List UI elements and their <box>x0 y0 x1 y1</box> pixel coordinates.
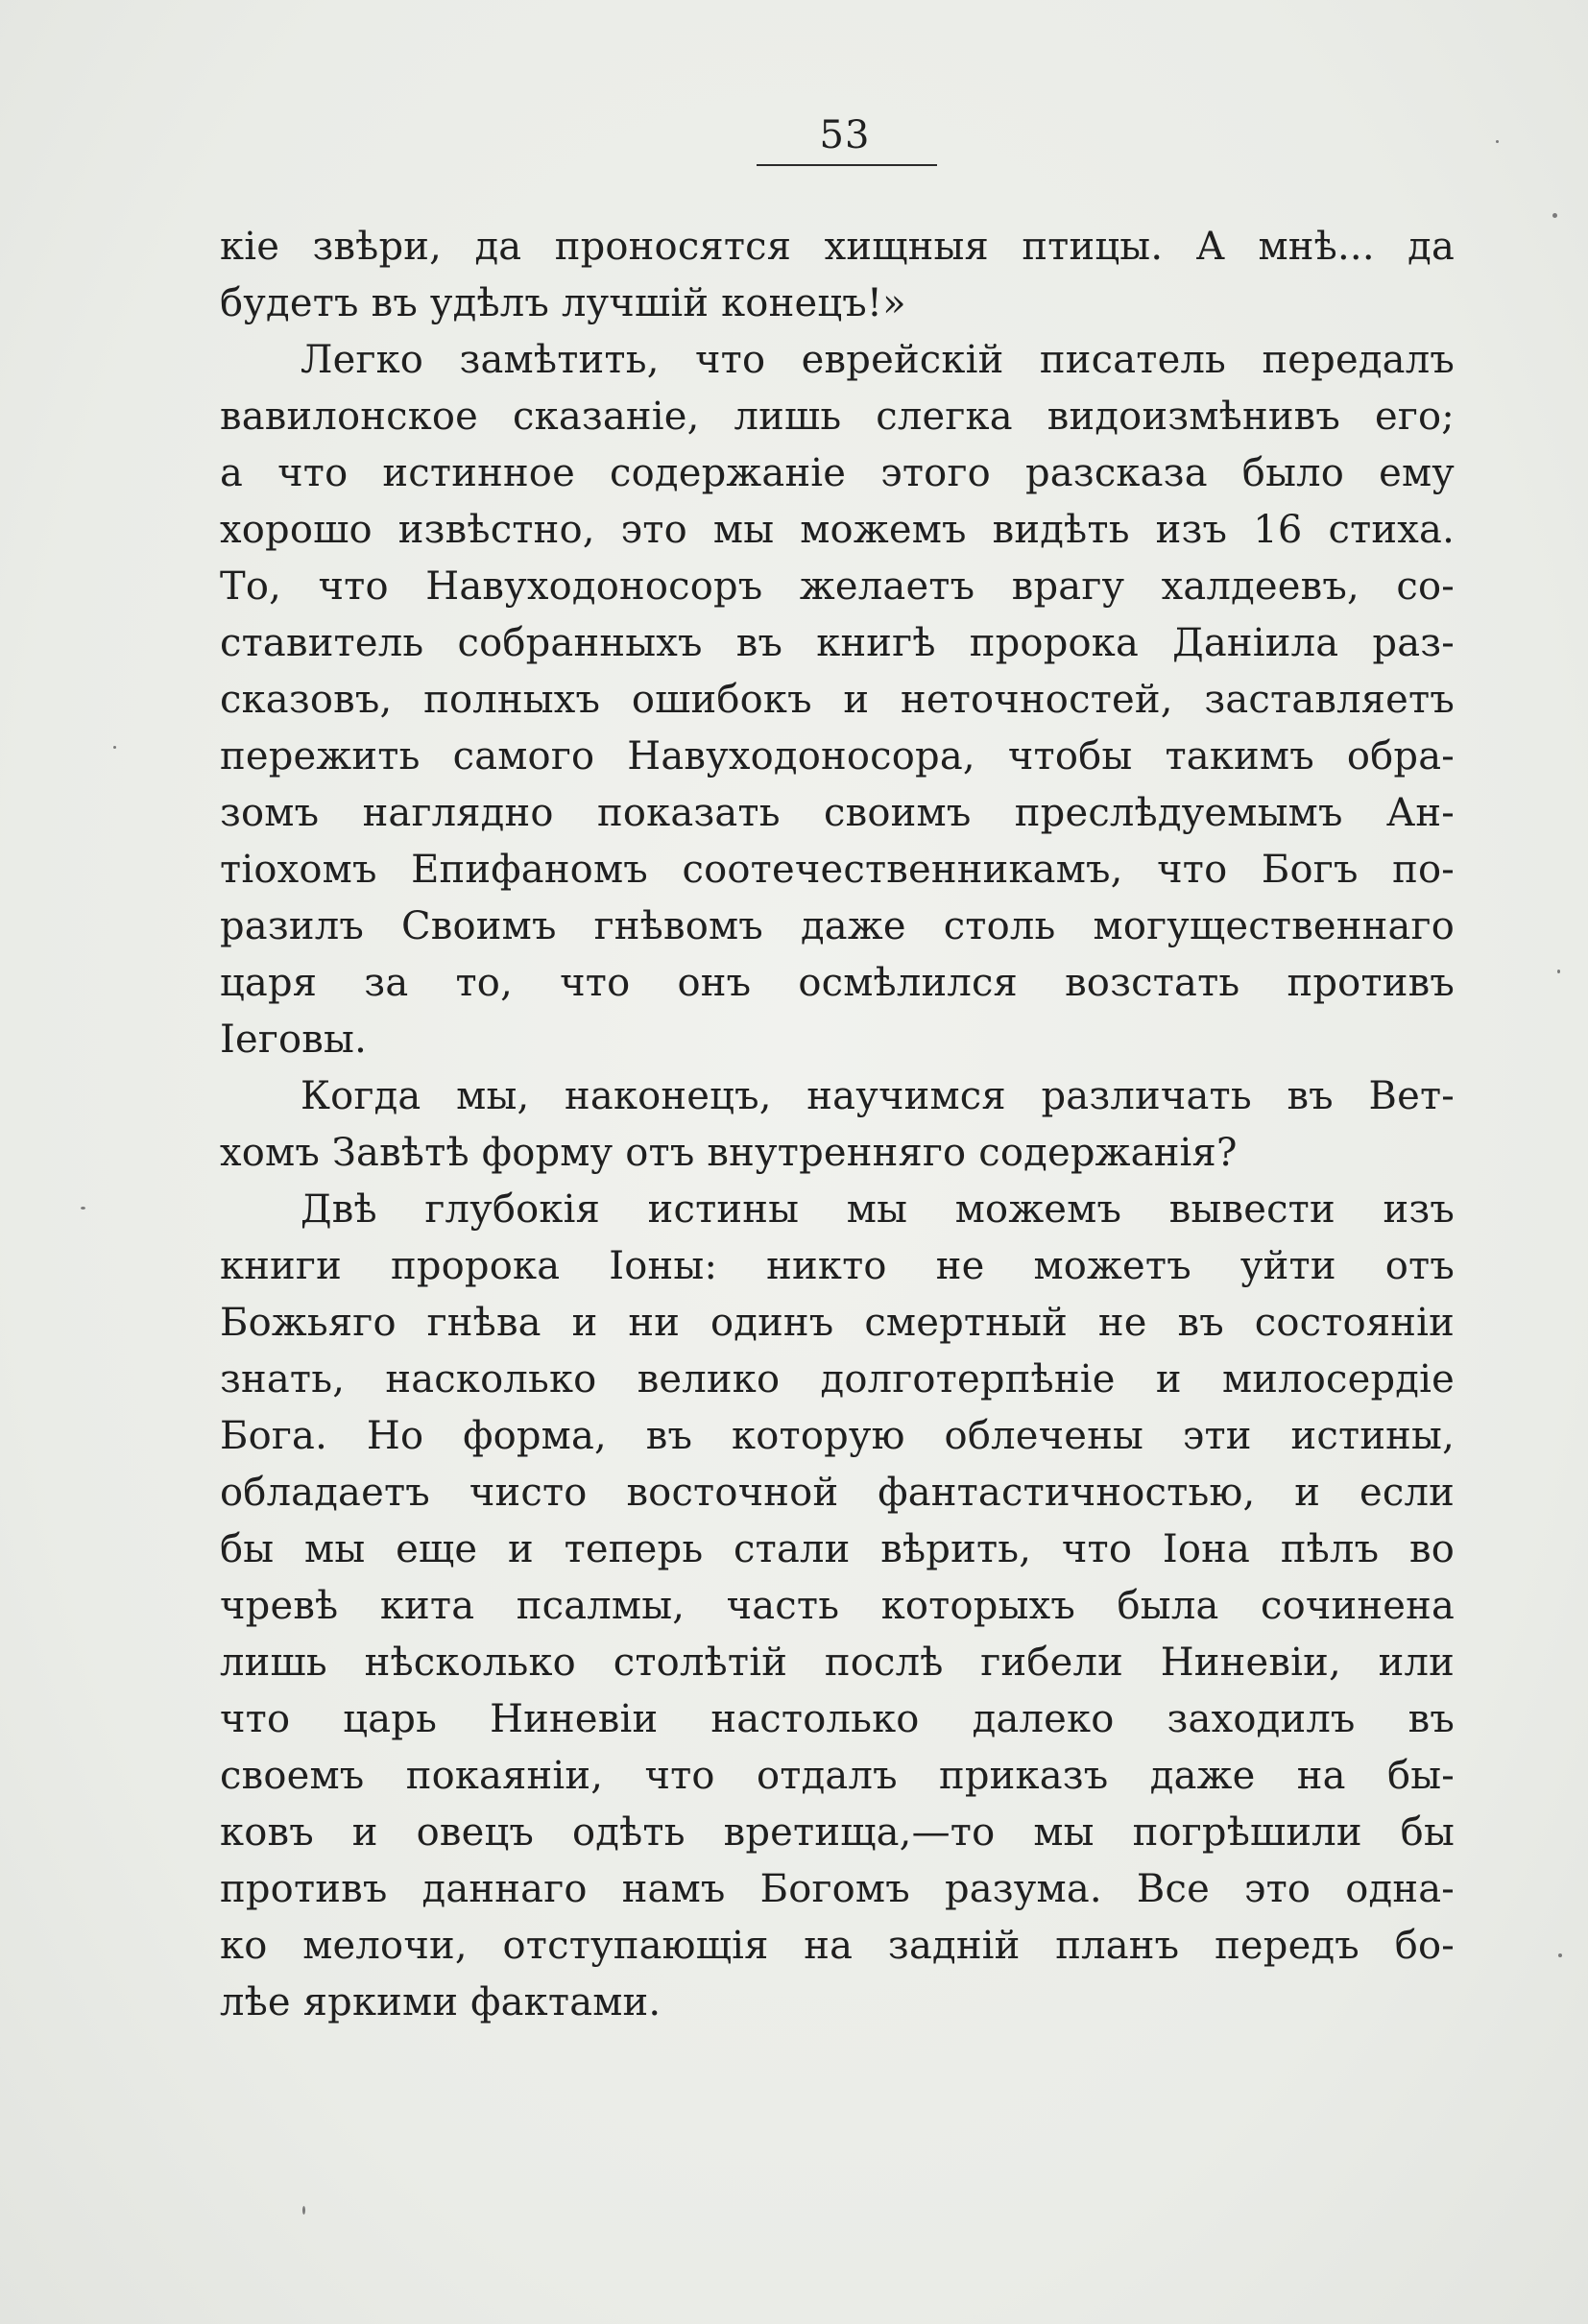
scan-speck <box>1558 1953 1562 1957</box>
text-line: разилъ Своимъ гнѣвомъ даже столь могущественнаго <box>220 904 1455 948</box>
text-line: То, что Навуходоносоръ желаетъ врагу халдеевъ, со- <box>220 564 1455 609</box>
scan-speck <box>1496 140 1499 143</box>
body-text <box>220 219 1455 2031</box>
text-line: знать, насколько велико долготерпѣніе и милосердіе <box>220 1357 1455 1402</box>
scan-speck <box>302 2206 305 2215</box>
text-line: кіе звѣри, да проносятся хищныя птицы. А мнѣ... да <box>220 225 1455 269</box>
text-line: что царь Ниневіи настолько далеко заходилъ въ <box>220 1697 1455 1741</box>
text-line: противъ даннаго намъ Богомъ разума. Все это одна- <box>220 1867 1455 1911</box>
text-line: будетъ въ удѣлъ лучшій конецъ!» <box>220 281 906 325</box>
paragraph-first-line: Когда мы, наконецъ, научимся различать въ Вет- <box>301 1074 1455 1118</box>
text-line: сказовъ, полныхъ ошибокъ и неточностей, заставляетъ <box>220 678 1455 722</box>
page-number-rule <box>757 164 937 166</box>
text-line: пережить самого Навуходоносора, чтобы такимъ обра- <box>220 734 1455 779</box>
text-line: ставитель собранныхъ въ книгѣ пророка Даніила раз- <box>220 621 1455 665</box>
paragraph-first-line: Двѣ глубокія истины мы можемъ вывести изъ <box>301 1187 1455 1232</box>
text-line: хомъ Завѣтѣ форму отъ внутренняго содержанія? <box>220 1131 1238 1175</box>
text-line: Іеговы. <box>220 1018 367 1062</box>
text-line: ковъ и овецъ одѣть вретища,—то мы погрѣшили бы <box>220 1810 1455 1855</box>
scan-speck <box>1557 970 1560 973</box>
paragraph-first-line: Легко замѣтить, что еврейскій писатель передалъ <box>301 338 1455 382</box>
scan-speck <box>113 746 116 749</box>
text-line: Бога. Но форма, въ которую облечены эти истины, <box>220 1414 1455 1458</box>
scan-speck <box>81 1207 85 1210</box>
text-line: тіохомъ Епифаномъ соотечественникамъ, что Богъ по- <box>220 848 1455 892</box>
scan-speck <box>1552 213 1557 218</box>
text-line: вавилонское сказаніе, лишь слегка видоизмѣнивъ его; <box>220 395 1455 439</box>
text-line: обладаетъ чисто восточной фантастичностью, и если <box>220 1471 1455 1515</box>
text-line: лѣе яркими фактами. <box>220 1980 662 2025</box>
text-line: Божьяго гнѣва и ни одинъ смертный не въ состояніи <box>220 1301 1455 1345</box>
text-line: чревѣ кита псалмы, часть которыхъ была сочинена <box>220 1584 1455 1628</box>
text-line: лишь нѣсколько столѣтій послѣ гибели Ниневіи, или <box>220 1641 1455 1685</box>
text-line: царя за то, что онъ осмѣлился возстать противъ <box>220 961 1455 1005</box>
page-number: 53 <box>819 113 871 157</box>
text-line: бы мы еще и теперь стали вѣрить, что Іона пѣлъ во <box>220 1527 1455 1571</box>
text-line: ко мелочи, отступающія на задній планъ передъ бо- <box>220 1924 1455 1968</box>
text-line: зомъ наглядно показать своимъ преслѣдуемымъ Ан- <box>220 791 1455 835</box>
text-line: а что истинное содержаніе этого разсказа было ему <box>220 451 1455 495</box>
text-line: хорошо извѣстно, это мы можемъ видѣть изъ 16 стиха. <box>220 508 1455 552</box>
text-line: своемъ покаяніи, что отдалъ приказъ даже на бы- <box>220 1754 1455 1798</box>
text-line: книги пророка Іоны: никто не можетъ уйти отъ <box>220 1244 1455 1288</box>
